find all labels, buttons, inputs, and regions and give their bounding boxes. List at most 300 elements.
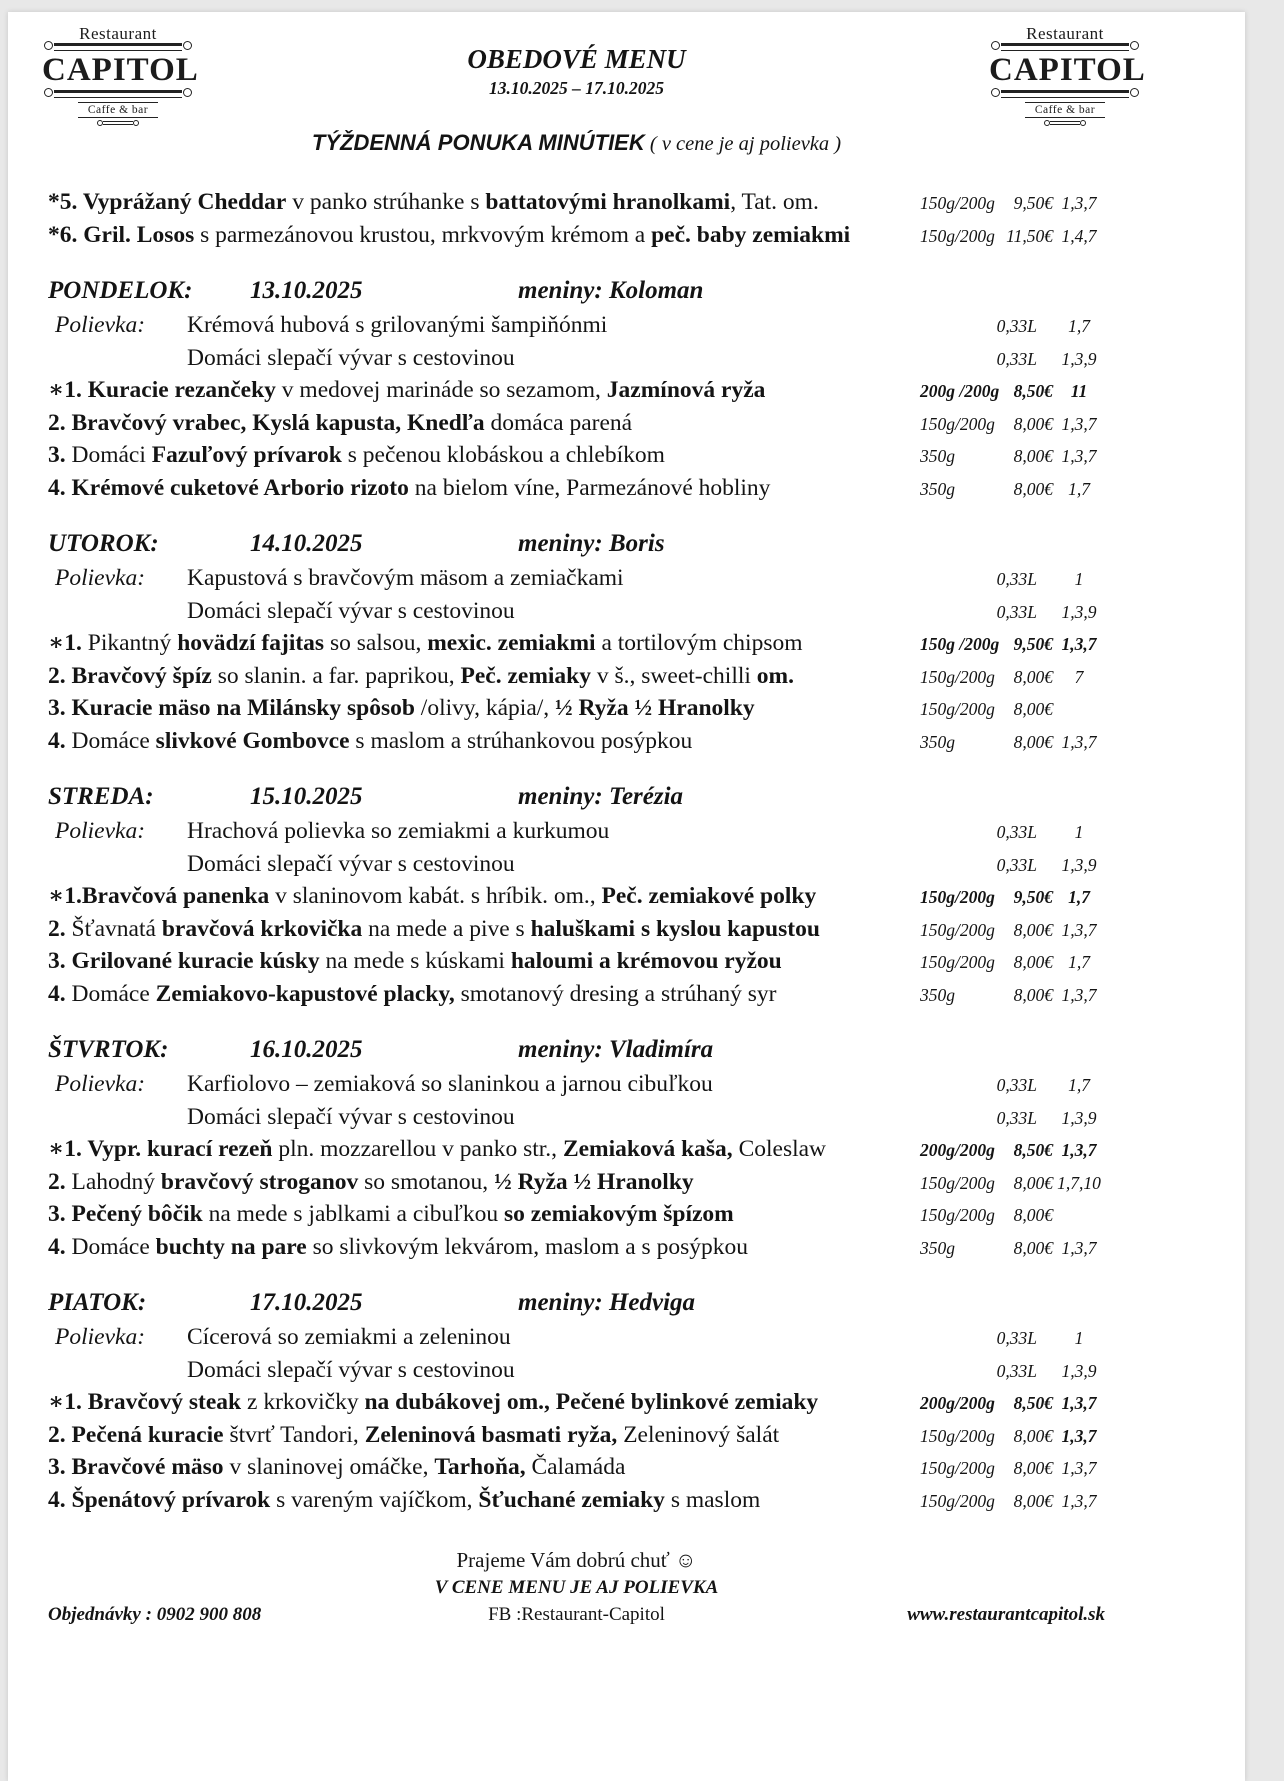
menu-item-row: [48, 408, 1105, 441]
item-price: 8,00€: [1013, 478, 1053, 499]
dish-description: Domáci: [71, 442, 152, 468]
soup-row: [48, 1069, 1105, 1102]
item-text: [48, 881, 920, 913]
item-size: 350g: [920, 984, 955, 1005]
dish-name: Bravčová panenka: [81, 883, 270, 909]
dish-description: Lahodný: [71, 1168, 161, 1195]
soup-size: 0,33L: [996, 1328, 1037, 1348]
item-size: 150g/200g: [920, 413, 995, 434]
dish-description: z krkovičky: [241, 1389, 365, 1415]
item-meta: [920, 188, 1105, 220]
menu-item-row: [48, 1199, 1105, 1232]
soup-allergens: 1,3,9: [1061, 1107, 1097, 1128]
dish-name: Krémové cuketové Arborio rizoto: [71, 474, 409, 501]
soup-allergens: 1,3,9: [1061, 854, 1097, 875]
day-date: 15.10.2025: [250, 783, 363, 810]
soup-row: [48, 310, 1105, 343]
item-meta: [920, 1070, 1105, 1102]
soup-size: 0,33L: [996, 1107, 1037, 1128]
item-number: ∗1.: [48, 630, 88, 656]
item-meta: [920, 629, 1105, 661]
item-size: 150g/200g: [920, 887, 995, 907]
item-size: 150g/200g: [920, 952, 995, 972]
soup-size: 0,33L: [996, 1075, 1037, 1095]
item-number: 2.: [48, 409, 72, 436]
item-size: 200g /200g: [920, 381, 1000, 401]
item-size: 350g: [920, 446, 955, 466]
soup-allergens: 1: [1074, 1328, 1084, 1348]
soup-text: Cícerová so zemiakmi a zeleninou: [187, 1324, 511, 1350]
dish-name: om.: [756, 662, 794, 689]
item-price: 8,50€: [1013, 1393, 1053, 1413]
dish-name: Pečený bôčik: [71, 1201, 203, 1227]
dish-name: peč. baby zemiakmi: [651, 221, 851, 248]
orders-phone: Objednávky : 0902 900 808: [48, 1604, 262, 1625]
item-meta: [920, 1135, 1105, 1167]
menu-item-row: [48, 375, 1105, 408]
item-number: 3.: [48, 1201, 72, 1227]
specials-list: [48, 187, 1105, 252]
dish-name: mexic. zemiakmi: [427, 630, 596, 656]
item-price: 8,00€: [1013, 699, 1053, 719]
logo-capitol-text: CAPITOL: [989, 52, 1146, 88]
item-meta: [920, 1486, 1105, 1518]
soup-size: 0,33L: [996, 569, 1037, 589]
dish-name: Bravčové mäso: [71, 1454, 224, 1480]
item-allergens: 1,3,7: [1061, 634, 1097, 654]
item-meta: [920, 817, 1105, 849]
item-allergens: 1,3,7: [1061, 1425, 1097, 1446]
item-number: 2.: [48, 1421, 72, 1448]
menu-item-row: [48, 1452, 1105, 1485]
subtitle-note: ( v cene je aj polievka ): [644, 133, 842, 155]
soup-row: [48, 343, 1105, 376]
day-nameday: meniny: Vladimíra: [518, 1036, 714, 1063]
item-price: 8,00€: [1013, 1425, 1053, 1446]
soup-text: Domáci slepačí vývar s cestovinou: [187, 850, 515, 877]
item-meta: [920, 311, 1105, 343]
item-meta: [920, 947, 1105, 979]
soup-text: Domáci slepačí vývar s cestovinou: [187, 597, 515, 624]
item-text: [48, 375, 920, 407]
menu-item-row: [48, 726, 1105, 759]
item-allergens: 1,3,7: [1061, 1237, 1097, 1258]
menu-item-row: [48, 661, 1105, 694]
dish-name: Kuracie mäso na Milánsky spôsob: [71, 695, 415, 721]
item-text: [48, 220, 920, 252]
dish-name: Gril. Losos: [83, 221, 195, 248]
soup-row: [48, 1322, 1105, 1355]
item-text: [48, 726, 920, 758]
dish-description: so salsou,: [324, 630, 428, 656]
item-number: 2.: [48, 915, 72, 942]
item-allergens: 1,3,7: [1061, 1490, 1097, 1511]
menu-item-row: [48, 693, 1105, 726]
dish-description: v slaninovej omáčke,: [223, 1454, 435, 1480]
soup-row: [48, 563, 1105, 596]
dish-name: Zemiakovo-kapustové placky,: [155, 980, 455, 1007]
dish-description: Zeleninový šalát: [617, 1421, 780, 1448]
item-meta: [920, 1168, 1105, 1200]
dish-description: s maslom a strúhankovou posýpkou: [349, 727, 693, 754]
dish-description: /olivy, kápia/,: [414, 695, 556, 721]
dish-description: Domáce: [71, 980, 156, 1007]
dish-name: Zemiaková kaša,: [562, 1136, 733, 1162]
soup-allergens: 1,3,9: [1061, 1360, 1097, 1381]
item-meta: [920, 344, 1105, 376]
footer-row: [48, 1602, 1105, 1628]
item-meta: [920, 882, 1105, 914]
dish-description: Domáce: [71, 1233, 156, 1260]
day-date: 14.10.2025: [250, 530, 363, 557]
menu-item-row: [48, 440, 1105, 473]
dish-description: , Tat. om.: [730, 189, 819, 215]
item-size: 350g: [920, 1237, 955, 1258]
dish-description: a tortilovým chipsom: [595, 630, 803, 656]
item-allergens: 7: [1074, 666, 1084, 687]
item-text: [48, 946, 920, 978]
logo-ornament-bar-top: [54, 43, 182, 51]
menu-item-row: [48, 1485, 1105, 1518]
item-allergens: 1,3,7: [1061, 731, 1097, 752]
day-nameday: meniny: Boris: [518, 530, 665, 557]
menu-days: [48, 274, 1105, 1517]
item-text: [48, 979, 920, 1011]
dish-name: Bravčový vrabec, Kyslá kapusta, Knedľa: [71, 409, 485, 436]
dish-description: so slivkovým lekvárom, maslom a s posýpkou: [306, 1233, 748, 1260]
logo-caffe-bar-text: Caffe & bar: [78, 102, 158, 118]
item-number: 3.: [48, 442, 72, 468]
item-meta: [920, 727, 1105, 759]
item-size: 150g/200g: [920, 666, 995, 687]
dish-description: so smotanou,: [358, 1168, 495, 1195]
dish-description: Šťavnatá: [71, 915, 162, 942]
day-name: PIATOK:: [48, 1289, 147, 1316]
item-text: [48, 628, 920, 660]
item-allergens: 1,3,7: [1061, 413, 1097, 434]
dish-description: štvrť Tandori,: [223, 1421, 365, 1448]
item-price: 8,00€: [1013, 1458, 1053, 1478]
item-price: 8,00€: [1013, 446, 1053, 466]
item-meta: [920, 1388, 1105, 1420]
menu-item-row: [48, 628, 1105, 661]
item-size: 150g/200g: [920, 919, 995, 940]
dish-name: ½ Ryža ½ Hranolky: [555, 695, 755, 721]
dish-name: Šťuchané zemiaky: [478, 1486, 665, 1513]
soup-size: 0,33L: [996, 348, 1037, 369]
item-text: [48, 661, 920, 693]
soup-size: 0,33L: [996, 822, 1037, 842]
weekly-subtitle-text: TÝŽDENNÁ PONUKA MINÚTIEK: [311, 130, 645, 155]
item-number: 4.: [48, 474, 72, 501]
dish-name: Vyprážaný Cheddar: [82, 189, 287, 215]
item-number: *5.: [48, 189, 83, 215]
day-name: ŠTVRTOK:: [48, 1036, 169, 1063]
logo-restaurant-text: Restaurant: [79, 24, 157, 43]
logo-caffe-bar-text: Caffe & bar: [1025, 102, 1105, 118]
item-allergens: 1,4,7: [1061, 225, 1097, 246]
logo-capitol-text: CAPITOL: [42, 52, 199, 88]
footer-note: V CENE MENU JE AJ POLIEVKA: [434, 1577, 719, 1598]
item-allergens: 1,7: [1068, 952, 1090, 972]
item-text: [48, 1232, 920, 1264]
item-allergens: 1,3,7: [1061, 446, 1097, 466]
dish-name: Kuracie rezančeky: [87, 377, 276, 403]
item-text: [48, 1420, 920, 1452]
item-allergens: 1,7: [1068, 887, 1090, 907]
day-date: 17.10.2025: [250, 1289, 363, 1316]
item-meta: [920, 376, 1105, 408]
soup-text: Domáci slepačí vývar s cestovinou: [187, 1103, 515, 1130]
item-meta: [920, 1323, 1105, 1355]
day-date: 16.10.2025: [250, 1036, 363, 1063]
dish-description: s vareným vajíčkom,: [270, 1486, 479, 1513]
menu-item-row: [48, 881, 1105, 914]
day-section: [48, 1286, 1105, 1517]
soup-allergens: 1: [1074, 569, 1084, 589]
menu-item-row: [48, 946, 1105, 979]
soup-text: Kapustová s bravčovým mäsom a zemiačkami: [187, 565, 624, 591]
item-size: 200g/200g: [920, 1140, 995, 1160]
dish-name: hovädzí fajitas: [177, 630, 325, 656]
restaurant-capitol-logo-left: [42, 24, 199, 125]
item-meta: [920, 441, 1105, 473]
dish-description: s parmezánovou krustou, mrkvovým krémom a: [194, 221, 652, 248]
dish-description: Coleslaw: [732, 1136, 827, 1162]
dish-description: s maslom: [664, 1486, 761, 1513]
page-title: OBEDOVÉ MENU: [467, 44, 686, 74]
day-header: [48, 1033, 1105, 1066]
dish-name: bravčový stroganov: [160, 1168, 359, 1195]
restaurant-capitol-logo-right: [989, 24, 1146, 125]
item-meta: [920, 850, 1105, 882]
item-allergens: 1,3,7: [1061, 1140, 1097, 1160]
day-section: [48, 274, 1105, 505]
menu-item-row: [48, 1387, 1105, 1420]
item-text: [48, 1452, 920, 1484]
soup-allergens: 1,7: [1068, 1075, 1090, 1095]
dish-name: haloumi a krémovou ryžou: [510, 948, 782, 974]
special-item-row: [48, 220, 1105, 253]
item-allergens: 1,3,7: [1061, 193, 1097, 213]
item-meta: [920, 1103, 1105, 1135]
dish-description: na bielom víne, Parmezánové hobliny: [408, 474, 771, 501]
dish-description: Pikantný: [87, 630, 178, 656]
dish-description: s pečenou klobáskou a chlebíkom: [341, 442, 665, 468]
item-number: 3.: [48, 1454, 72, 1480]
soup-text: Karfiolovo – zemiaková so slaninkou a jarnou cibuľkou: [187, 1071, 713, 1097]
day-nameday: meniny: Hedviga: [518, 1289, 696, 1316]
dish-name: Pečená kuracie: [71, 1421, 224, 1448]
dish-description: v panko strúhanke s: [286, 189, 486, 215]
item-number: 4.: [48, 727, 72, 754]
item-text: [48, 473, 920, 505]
facebook-handle: FB :Restaurant-Capitol: [488, 1604, 665, 1625]
soup-text: Domáci slepačí vývar s cestovinou: [187, 344, 515, 371]
logo-restaurant-text: Restaurant: [1026, 24, 1104, 43]
soup-size: 0,33L: [996, 1360, 1037, 1381]
item-price: 8,00€: [1013, 984, 1053, 1005]
soup-text: Krémová hubová s grilovanými šampiňónmi: [187, 312, 608, 338]
dish-name: Bravčový špíz: [71, 662, 212, 689]
item-allergens: 1,3,7: [1061, 919, 1097, 940]
soup-size: 0,33L: [996, 854, 1037, 875]
menu-page: [8, 12, 1245, 1781]
dish-name: battatovými hranolkami: [485, 189, 731, 215]
dish-name: slivkové Gombovce: [155, 727, 350, 754]
item-price: 8,00€: [1013, 731, 1053, 752]
day-section: [48, 527, 1105, 758]
special-item-row: [48, 187, 1105, 220]
soup-label: Polievka:: [55, 565, 146, 591]
day-header: [48, 780, 1105, 813]
logo-ornament-bar-top: [1001, 43, 1129, 51]
item-price: 9,50€: [1013, 634, 1053, 654]
soup-row: [48, 849, 1105, 882]
day-header: [48, 527, 1105, 560]
website-url: www.restaurantcapitol.sk: [907, 1604, 1105, 1625]
item-price: 8,00€: [1013, 1237, 1053, 1258]
dish-description: domáca parená: [484, 409, 633, 436]
dish-name: bravčová krkovička: [161, 915, 363, 942]
soup-allergens: 1,3,9: [1061, 601, 1097, 622]
day-date: 13.10.2025: [250, 277, 363, 304]
dish-name: so zemiakovým špízom: [503, 1201, 734, 1227]
item-size: 150g/200g: [920, 1172, 995, 1193]
item-text: [48, 1387, 920, 1419]
item-text: [48, 1199, 920, 1231]
soup-row: [48, 816, 1105, 849]
item-number: ∗1.: [48, 883, 82, 909]
dish-name: Fazuľový prívarok: [151, 442, 342, 468]
item-allergens: 11: [1070, 381, 1088, 401]
item-price: 8,00€: [1013, 1490, 1053, 1511]
item-size: 150g/200g: [920, 699, 995, 719]
item-size: 200g/200g: [920, 1393, 995, 1413]
item-number: 3.: [48, 695, 72, 721]
item-meta: [920, 1200, 1105, 1232]
soup-label: Polievka:: [55, 1324, 146, 1350]
item-size: 150g/200g: [920, 1458, 995, 1478]
logo-ornament-bar-bottom: [54, 90, 182, 98]
item-price: 8,00€: [1013, 413, 1053, 434]
item-price: 8,00€: [1013, 919, 1053, 940]
menu-item-row: [48, 979, 1105, 1012]
soup-label: Polievka:: [55, 1071, 146, 1097]
menu-item-row: [48, 914, 1105, 947]
item-meta: [920, 409, 1105, 441]
item-meta: [920, 1233, 1105, 1265]
soup-label: Polievka:: [55, 312, 146, 338]
weekly-subtitle: [48, 128, 1105, 159]
dish-name: Tarhoňa,: [434, 1454, 526, 1480]
day-name: UTOROK:: [48, 530, 159, 557]
dish-description: na mede a pive s: [362, 915, 531, 942]
soup-allergens: 1,3,9: [1061, 348, 1097, 369]
item-number: 2.: [48, 662, 72, 689]
item-text: [48, 693, 920, 725]
menu-item-row: [48, 1420, 1105, 1453]
soup-row: [48, 1355, 1105, 1388]
dish-description: v slaninovom kabát. s hríbik. om.,: [269, 883, 602, 909]
logo-ornament-bar-bottom: [1001, 90, 1129, 98]
item-allergens: 1,3,7: [1061, 1458, 1097, 1478]
dish-description: Domáce: [71, 727, 156, 754]
soup-label: Polievka:: [55, 818, 146, 844]
dish-name: Peč. zemiaky: [460, 662, 592, 689]
item-meta: [920, 221, 1105, 253]
dish-name: Grilované kuracie kúsky: [71, 948, 320, 974]
dish-name: Zeleninová basmati ryža,: [364, 1421, 618, 1448]
item-allergens: 1,7: [1068, 478, 1090, 499]
item-text: [48, 408, 920, 440]
dish-name: Bravčový steak: [87, 1389, 242, 1415]
item-meta: [920, 597, 1105, 629]
item-price: 8,00€: [1013, 666, 1053, 687]
item-size: 150g/200g: [920, 193, 995, 213]
item-price: 9,50€: [1013, 193, 1053, 213]
day-nameday: meniny: Koloman: [518, 277, 704, 304]
dish-name: Špenátový prívarok: [71, 1486, 271, 1513]
item-meta: [920, 980, 1105, 1012]
soup-text: Domáci slepačí vývar s cestovinou: [187, 1356, 515, 1383]
item-meta: [920, 694, 1105, 726]
soup-size: 0,33L: [996, 316, 1037, 336]
soup-allergens: 1: [1074, 822, 1084, 842]
day-section: [48, 1033, 1105, 1264]
item-price: 8,50€: [1013, 1140, 1053, 1160]
dish-name: haluškami s kyslou kapustou: [530, 915, 820, 942]
item-number: 2.: [48, 1168, 72, 1195]
day-name: PONDELOK:: [48, 277, 193, 304]
item-price: 11,50€: [1006, 225, 1053, 246]
item-allergens: 1,7,10: [1057, 1172, 1101, 1193]
dish-description: so slanin. a far. paprikou,: [211, 662, 461, 689]
item-number: 4.: [48, 1233, 72, 1260]
dish-name: buchty na pare: [155, 1233, 307, 1260]
item-price: 8,00€: [1013, 1172, 1053, 1193]
menu-item-row: [48, 1232, 1105, 1265]
soup-row: [48, 596, 1105, 629]
item-size: 150g/200g: [920, 1425, 995, 1446]
soup-size: 0,33L: [996, 601, 1037, 622]
item-price: 8,00€: [1013, 1205, 1053, 1225]
item-price: 8,50€: [1013, 381, 1053, 401]
menu-item-row: [48, 473, 1105, 506]
item-meta: [920, 662, 1105, 694]
menu-content: [8, 12, 1245, 1628]
item-number: *6.: [48, 221, 84, 248]
item-meta: [920, 1356, 1105, 1388]
day-header: [48, 274, 1105, 307]
logo-ornament-mini: [103, 121, 133, 125]
item-text: [48, 1485, 920, 1517]
item-meta: [920, 564, 1105, 596]
item-meta: [920, 474, 1105, 506]
item-size: 150g/200g: [920, 225, 995, 246]
day-section: [48, 780, 1105, 1011]
item-number: ∗1.: [48, 377, 88, 403]
dish-name: na dubákovej om., Pečené bylinkové zemiaky: [364, 1389, 819, 1415]
footer-wish: Prajeme Vám dobrú chuť ☺: [456, 1548, 697, 1572]
day-header: [48, 1286, 1105, 1319]
dish-description: na mede s kúskami: [319, 948, 511, 974]
soup-text: Hrachová polievka so zemiakmi a kurkumou: [187, 818, 610, 844]
item-allergens: 1,3,7: [1061, 1393, 1097, 1413]
dish-name: Vypr. kurací rezeň: [87, 1136, 273, 1162]
menu-item-row: [48, 1167, 1105, 1200]
dish-name: ½ Ryža ½ Hranolky: [494, 1168, 694, 1195]
